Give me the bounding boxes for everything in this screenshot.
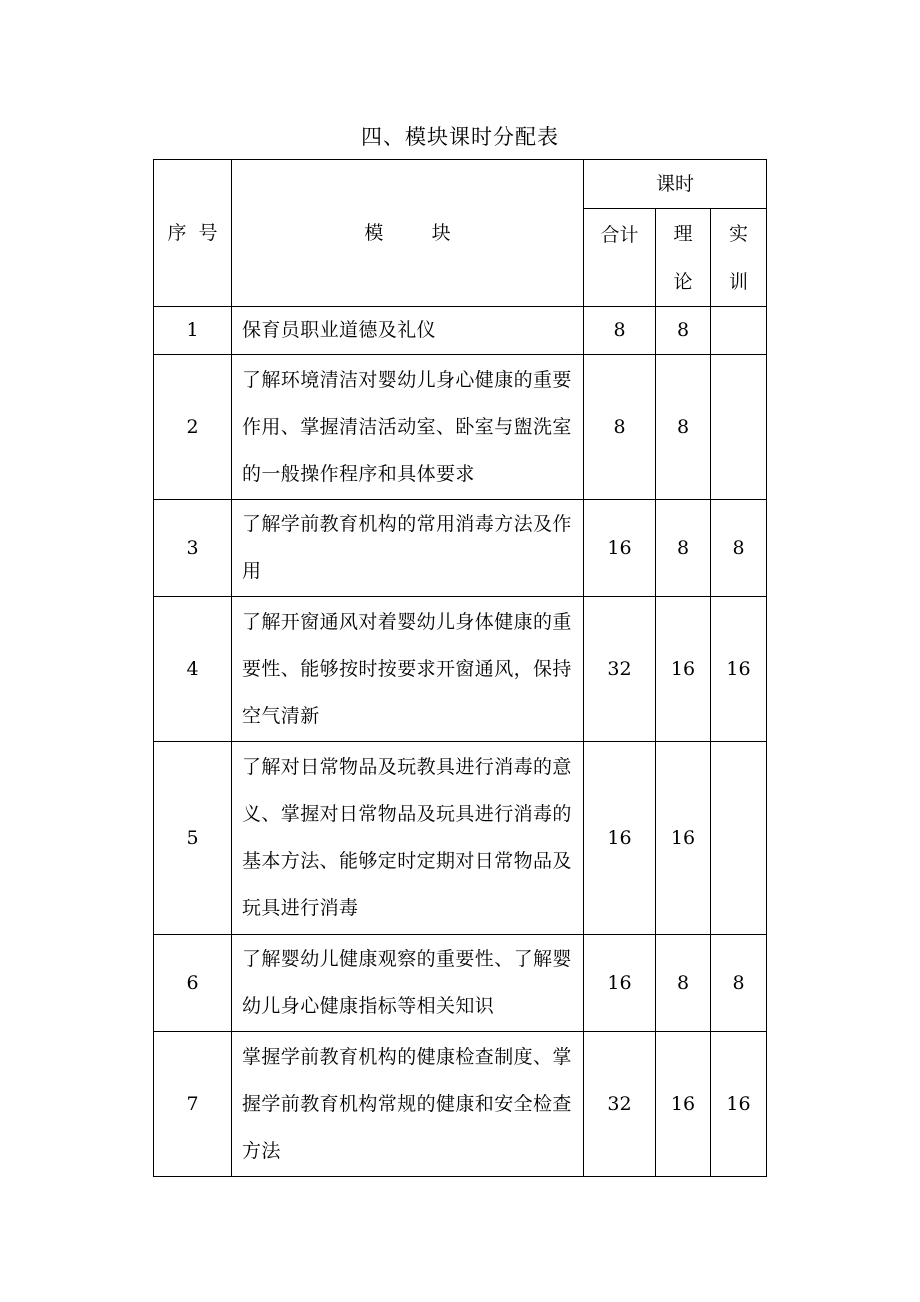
table-row (154, 935, 767, 1032)
row-total: 32 (584, 1032, 656, 1177)
row-seq: 2 (154, 355, 232, 500)
row-seq: 7 (154, 1032, 232, 1177)
table-title: 四、模块课时分配表 (361, 125, 559, 149)
header-theory (656, 209, 711, 307)
header-seq: 序 号 (154, 160, 232, 307)
row-module: 了解婴幼儿健康观察的重要性、了解婴幼儿身心健康指标等相关知识 (232, 935, 584, 1032)
table-row (154, 597, 767, 742)
header-theory-char-1: 理 (673, 222, 693, 245)
row-seq: 4 (154, 597, 232, 742)
module-hours-table (153, 159, 767, 1177)
row-total: 8 (584, 307, 656, 355)
header-module: 模 块 (232, 160, 584, 307)
row-theory: 8 (656, 500, 711, 597)
header-theory-char-2: 论 (673, 270, 693, 293)
row-practice: 8 (711, 935, 767, 1032)
row-module: 掌握学前教育机构的健康检查制度、掌握学前教育机构常规的健康和安全检查方法 (232, 1032, 584, 1177)
row-theory: 16 (656, 742, 711, 935)
row-practice (711, 355, 767, 500)
header-practice-char-1: 实 (729, 222, 749, 245)
row-seq: 6 (154, 935, 232, 1032)
row-total: 8 (584, 355, 656, 500)
row-theory: 16 (656, 1032, 711, 1177)
row-module: 了解环境清洁对婴幼儿身心健康的重要作用、掌握清洁活动室、卧室与盥洗室的一般操作程序和具体要求 (232, 355, 584, 500)
row-total: 16 (584, 500, 656, 597)
header-practice (711, 209, 767, 307)
table-row (154, 1032, 767, 1177)
row-seq: 1 (154, 307, 232, 355)
row-module: 了解对日常物品及玩教具进行消毒的意义、掌握对日常物品及玩具进行消毒的基本方法、能够定时定期对日常物品及玩具进行消毒 (232, 742, 584, 935)
header-hours: 课时 (584, 160, 767, 209)
row-theory: 8 (656, 355, 711, 500)
table-row (154, 355, 767, 500)
row-theory: 8 (656, 935, 711, 1032)
header-practice-char-2: 训 (729, 270, 749, 293)
row-module: 了解开窗通风对着婴幼儿身体健康的重要性、能够按时按要求开窗通风，保持空气清新 (232, 597, 584, 742)
table-row (154, 742, 767, 935)
row-practice: 8 (711, 500, 767, 597)
row-total: 32 (584, 597, 656, 742)
table-row (154, 307, 767, 355)
row-practice: 16 (711, 1032, 767, 1177)
row-practice (711, 742, 767, 935)
row-total: 16 (584, 742, 656, 935)
row-theory: 16 (656, 597, 711, 742)
table-row (154, 500, 767, 597)
row-module: 了解学前教育机构的常用消毒方法及作用 (232, 500, 584, 597)
row-seq: 3 (154, 500, 232, 597)
row-practice (711, 307, 767, 355)
row-seq: 5 (154, 742, 232, 935)
row-total: 16 (584, 935, 656, 1032)
row-theory: 8 (656, 307, 711, 355)
header-total: 合计 (584, 209, 656, 307)
row-module: 保育员职业道德及礼仪 (232, 307, 584, 355)
row-practice: 16 (711, 597, 767, 742)
